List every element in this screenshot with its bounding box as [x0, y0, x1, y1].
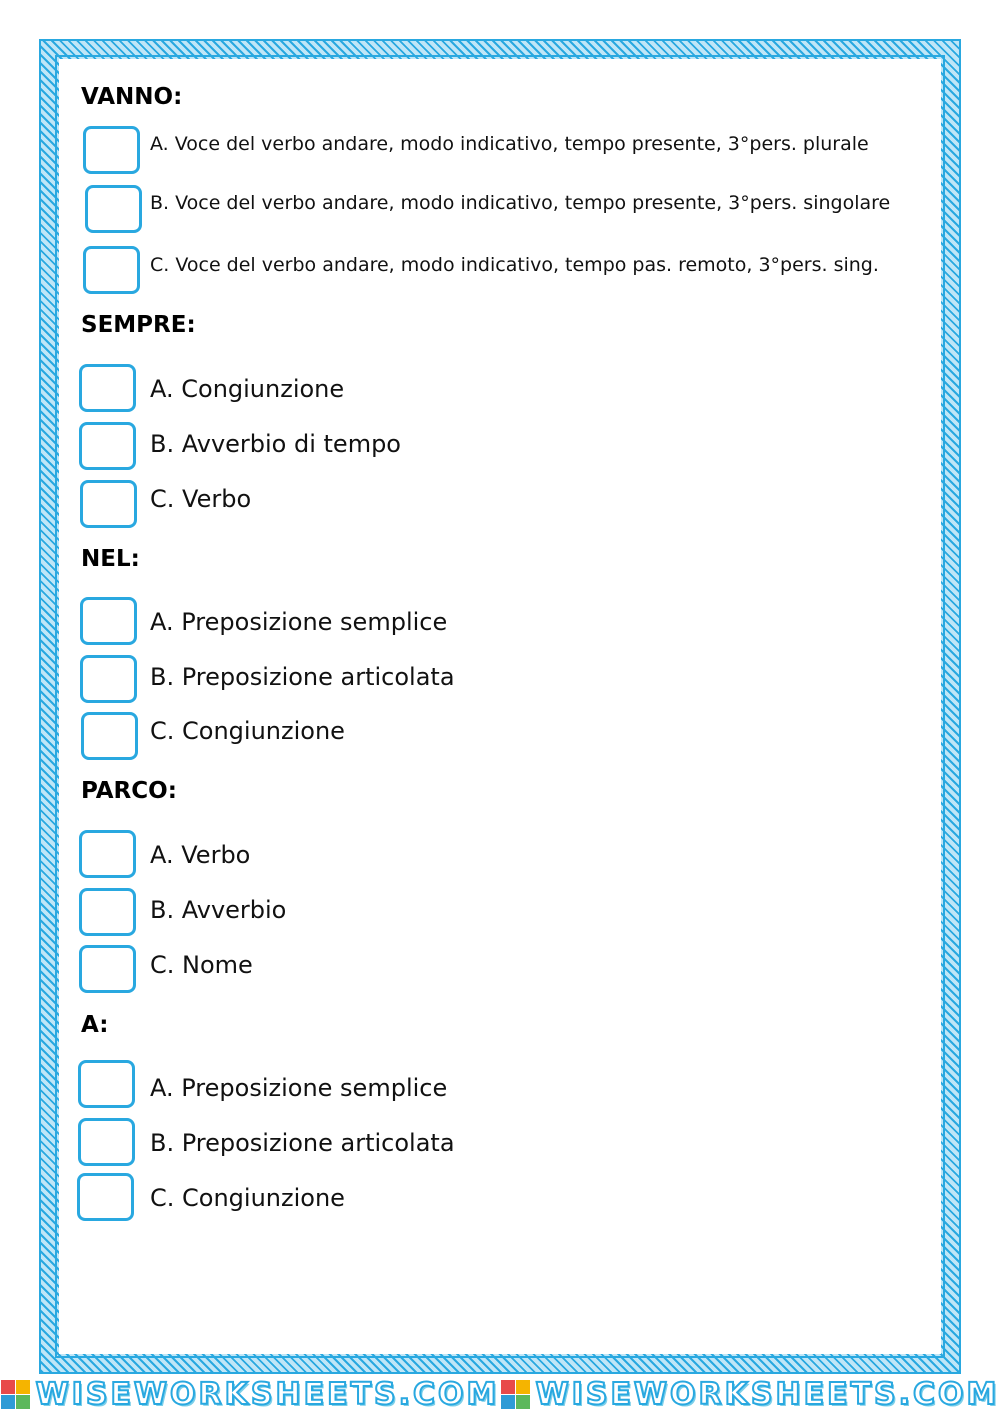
option-a-c: C. Congiunzione — [150, 1184, 345, 1212]
checkbox-a-c[interactable] — [77, 1173, 134, 1221]
option-sempre-a: A. Congiunzione — [150, 375, 345, 403]
watermark-left — [1, 1377, 500, 1412]
checkbox-parco-c[interactable] — [79, 945, 136, 993]
checkbox-vanno-b[interactable] — [85, 185, 142, 233]
watermark-right — [501, 1377, 1000, 1412]
checkbox-vanno-a[interactable] — [83, 126, 140, 174]
option-sempre-c: C. Verbo — [150, 485, 252, 513]
checkbox-nel-b[interactable] — [80, 655, 137, 703]
question-heading-nel: NEL: — [81, 546, 140, 572]
question-heading-parco: PARCO: — [81, 778, 177, 804]
option-nel-a: A. Preposizione semplice — [150, 608, 448, 636]
checkbox-a-b[interactable] — [78, 1118, 135, 1166]
option-parco-c: C. Nome — [150, 951, 253, 979]
option-nel-b: B. Preposizione articolata — [150, 663, 455, 691]
checkbox-parco-b[interactable] — [79, 888, 136, 936]
watermark-text: WISEWORKSHEETS.COM — [535, 1377, 1000, 1412]
option-vanno-c: C. Voce del verbo andare, modo indicativo, tempo pas. remoto, 3°pers. sing. — [150, 254, 879, 276]
option-nel-c: C. Congiunzione — [150, 717, 345, 745]
option-vanno-b: B. Voce del verbo andare, modo indicativo, tempo presente, 3°pers. singolare — [150, 192, 891, 214]
wiseworksheets-logo-icon — [1, 1380, 30, 1409]
question-heading-vanno: VANNO: — [81, 84, 183, 110]
checkbox-sempre-c[interactable] — [80, 480, 137, 528]
wiseworksheets-logo-icon — [501, 1380, 530, 1409]
checkbox-nel-c[interactable] — [81, 712, 138, 760]
checkbox-sempre-a[interactable] — [79, 364, 136, 412]
option-a-a: A. Preposizione semplice — [150, 1074, 448, 1102]
option-parco-a: A. Verbo — [150, 841, 251, 869]
checkbox-vanno-c[interactable] — [83, 246, 140, 294]
option-vanno-a: A. Voce del verbo andare, modo indicativo, tempo presente, 3°pers. plurale — [150, 133, 869, 155]
checkbox-sempre-b[interactable] — [79, 422, 136, 470]
option-a-b: B. Preposizione articolata — [150, 1129, 455, 1157]
question-heading-sempre: SEMPRE: — [81, 312, 196, 338]
checkbox-parco-a[interactable] — [79, 830, 136, 878]
footer-watermark — [0, 1376, 1000, 1413]
watermark-text: WISEWORKSHEETS.COM — [35, 1377, 500, 1412]
option-parco-b: B. Avverbio — [150, 896, 287, 924]
checkbox-a-a[interactable] — [78, 1060, 135, 1108]
question-heading-a: A: — [81, 1012, 109, 1038]
option-sempre-b: B. Avverbio di tempo — [150, 430, 401, 458]
checkbox-nel-a[interactable] — [80, 597, 137, 645]
decorative-border — [41, 41, 959, 1372]
